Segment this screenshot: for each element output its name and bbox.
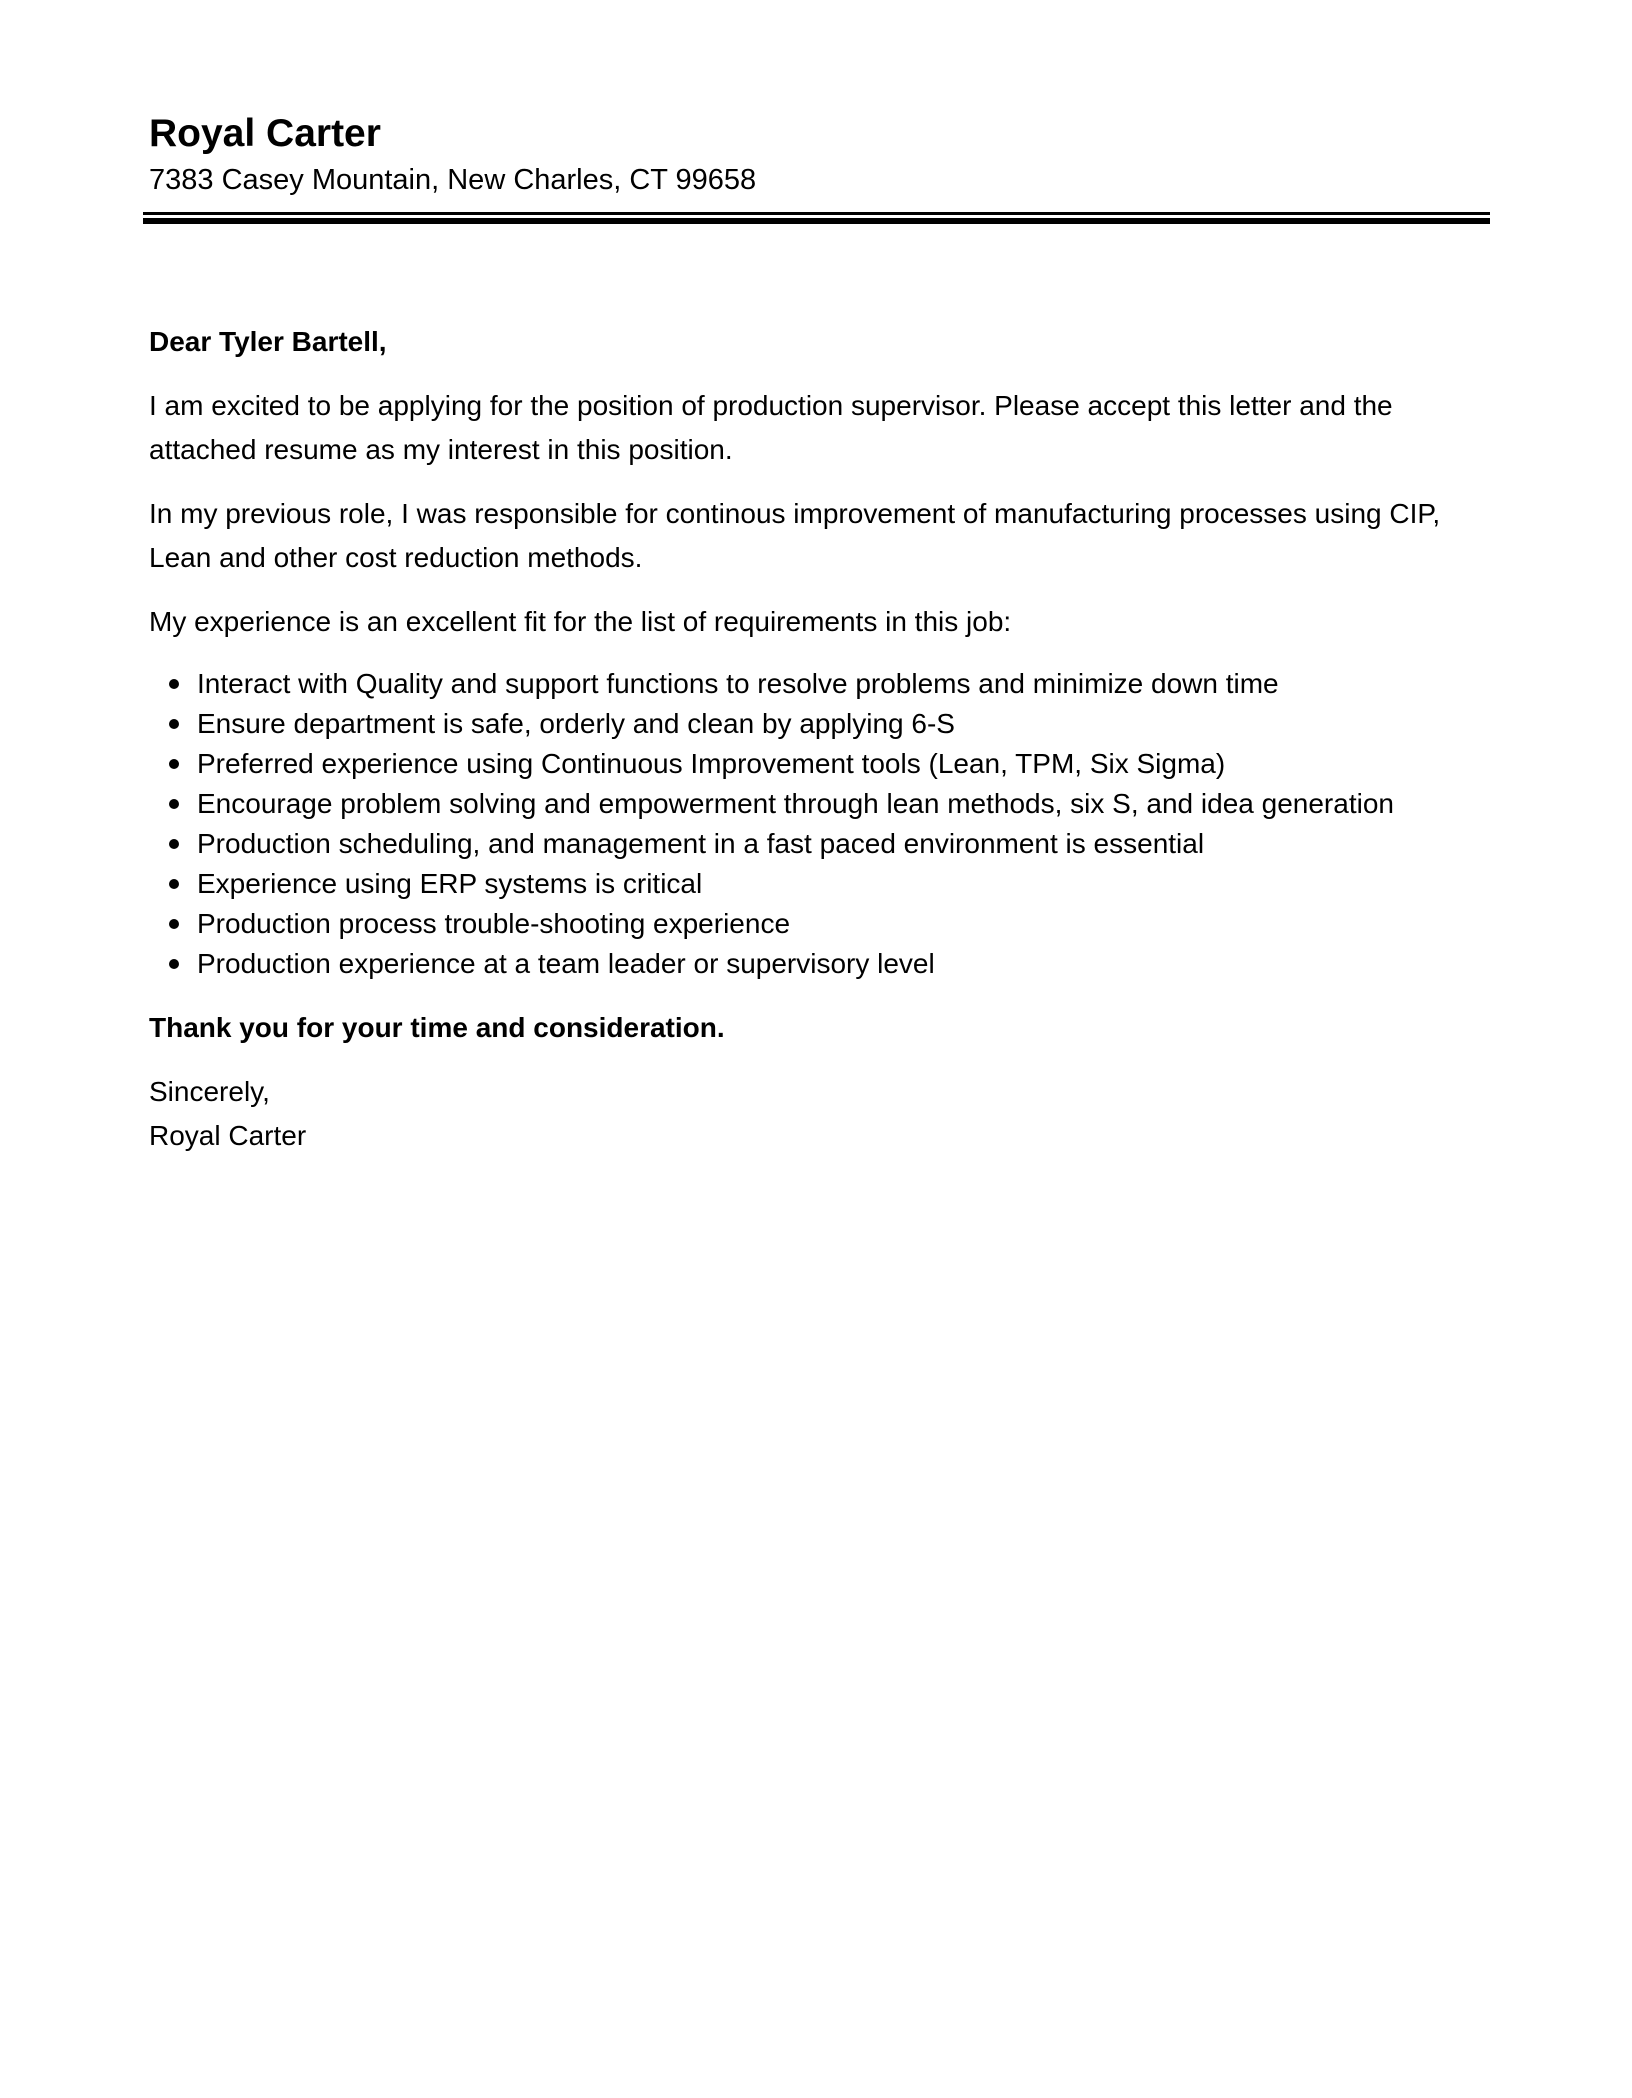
list-item: [149, 784, 1489, 824]
list-item-text: Ensure department is safe, orderly and clean by applying 6-S: [197, 708, 955, 739]
list-item: [149, 944, 1489, 984]
header-divider: [143, 212, 1490, 224]
sender-name: Royal Carter: [149, 112, 381, 155]
list-item: [149, 744, 1489, 784]
list-item: [149, 664, 1489, 704]
requirements-intro: My experience is an excellent fit for the list of requirements in this job:: [149, 606, 1012, 637]
list-item: [149, 704, 1489, 744]
bullet-icon: [169, 759, 179, 769]
list-item-text: Experience using ERP systems is critical: [197, 868, 703, 899]
list-item: [149, 824, 1489, 864]
list-item-text: Encourage problem solving and empowerment through lean methods, six S, and idea generation: [197, 788, 1394, 819]
signoff: Sincerely,: [149, 1076, 270, 1107]
list-item: [149, 864, 1489, 904]
salutation: Dear Tyler Bartell,: [149, 326, 387, 357]
bullet-icon: [169, 679, 179, 689]
bullet-icon: [169, 719, 179, 729]
bullet-icon: [169, 959, 179, 969]
closing-line: Thank you for your time and consideration.: [149, 1012, 725, 1043]
list-item-text: Production scheduling, and management in a fast paced environment is essential: [197, 828, 1205, 859]
bullet-icon: [169, 879, 179, 889]
bullet-icon: [169, 919, 179, 929]
intro-paragraph: I am excited to be applying for the position of production supervisor. Please accept this letter and the attached resume as my interest in this position.: [149, 390, 1393, 465]
list-item-text: Production process trouble-shooting experience: [197, 908, 791, 939]
list-item-text: Preferred experience using Continuous Improvement tools (Lean, TPM, Six Sigma): [197, 748, 1226, 779]
divider-thick-line: [143, 218, 1490, 224]
sender-address: 7383 Casey Mountain, New Charles, CT 99658: [149, 164, 757, 196]
bullet-icon: [169, 839, 179, 849]
list-item-text: Interact with Quality and support functions to resolve problems and minimize down time: [197, 668, 1279, 699]
requirements-list: [149, 664, 1489, 984]
bullet-icon: [169, 799, 179, 809]
signature-name: Royal Carter: [149, 1120, 307, 1151]
letter-body: [149, 320, 1489, 1158]
letter-header: [149, 108, 1489, 200]
list-item: [149, 904, 1489, 944]
list-item-text: Production experience at a team leader or supervisory level: [197, 948, 935, 979]
experience-paragraph: In my previous role, I was responsible for continous improvement of manufacturing processes using CIP, Lean and other cost reduction methods.: [149, 498, 1441, 573]
